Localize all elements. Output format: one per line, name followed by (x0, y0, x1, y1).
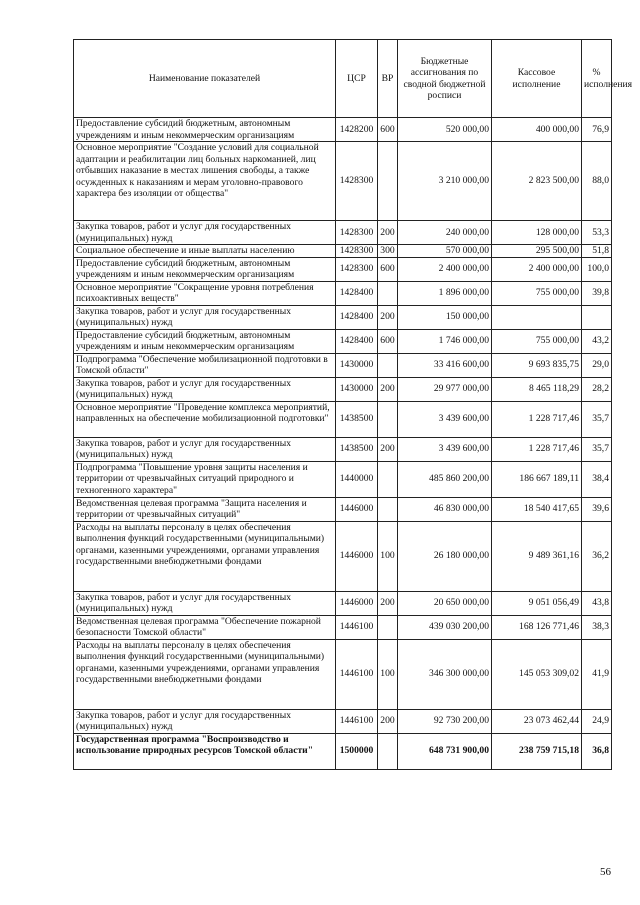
row-budget-allocation: 3 439 600,00 (398, 437, 492, 461)
row-cash-execution (492, 305, 582, 329)
row-indicator-name: Закупка товаров, работ и услуг для государственных (муниципальных) нужд (74, 377, 336, 401)
row-vr-code: 200 (378, 305, 398, 329)
row-vr-code: 300 (378, 245, 398, 258)
row-vr-code (378, 281, 398, 305)
row-execution-percent: 36,2 (582, 521, 612, 591)
row-csr-code: 1438500 (336, 401, 378, 437)
row-execution-percent: 39,6 (582, 497, 612, 521)
row-execution-percent: 35,7 (582, 437, 612, 461)
row-csr-code: 1446000 (336, 591, 378, 615)
row-budget-allocation: 240 000,00 (398, 221, 492, 245)
header-cash-execution: Кассовое исполнение (492, 40, 582, 118)
header-budget-allocations: Бюджетные ассигнования по сводной бюджетной росписи (398, 40, 492, 118)
row-indicator-name: Закупка товаров, работ и услуг для государственных (муниципальных) нужд (74, 221, 336, 245)
row-cash-execution: 1 228 717,46 (492, 437, 582, 461)
row-csr-code: 1430000 (336, 377, 378, 401)
row-execution-percent: 43,8 (582, 591, 612, 615)
table-row (74, 221, 612, 245)
row-budget-allocation: 346 300 000,00 (398, 639, 492, 709)
row-budget-allocation: 1 896 000,00 (398, 281, 492, 305)
row-indicator-name: Государственная программа "Воспроизводство и использование природных ресурсов Томской области" (74, 733, 336, 769)
row-vr-code: 600 (378, 118, 398, 142)
table-row (74, 591, 612, 615)
row-budget-allocation: 26 180 000,00 (398, 521, 492, 591)
row-cash-execution: 755 000,00 (492, 281, 582, 305)
row-execution-percent: 24,9 (582, 709, 612, 733)
row-csr-code: 1446100 (336, 709, 378, 733)
row-budget-allocation: 150 000,00 (398, 305, 492, 329)
row-execution-percent: 28,2 (582, 377, 612, 401)
row-execution-percent: 35,7 (582, 401, 612, 437)
row-vr-code (378, 733, 398, 769)
row-vr-code: 100 (378, 639, 398, 709)
row-vr-code: 100 (378, 521, 398, 591)
row-cash-execution: 18 540 417,65 (492, 497, 582, 521)
row-vr-code: 200 (378, 437, 398, 461)
row-indicator-name: Подпрограмма "Обеспечение мобилизационной подготовки в Томской области" (74, 353, 336, 377)
row-csr-code: 1428200 (336, 118, 378, 142)
row-vr-code: 200 (378, 709, 398, 733)
row-execution-percent: 76,9 (582, 118, 612, 142)
row-csr-code: 1446100 (336, 615, 378, 639)
row-execution-percent: 29,0 (582, 353, 612, 377)
row-budget-allocation: 2 400 000,00 (398, 257, 492, 281)
table-row (74, 329, 612, 353)
row-cash-execution: 186 667 189,11 (492, 461, 582, 497)
row-cash-execution: 400 000,00 (492, 118, 582, 142)
table-row (74, 521, 612, 591)
row-csr-code: 1446000 (336, 521, 378, 591)
row-indicator-name: Закупка товаров, работ и услуг для государственных (муниципальных) нужд (74, 305, 336, 329)
row-cash-execution: 1 228 717,46 (492, 401, 582, 437)
row-vr-code (378, 461, 398, 497)
row-csr-code: 1428300 (336, 142, 378, 221)
row-vr-code: 200 (378, 221, 398, 245)
row-csr-code: 1428400 (336, 305, 378, 329)
table-row (74, 461, 612, 497)
table-row (74, 733, 612, 769)
row-indicator-name: Закупка товаров, работ и услуг для государственных (муниципальных) нужд (74, 437, 336, 461)
row-csr-code: 1428300 (336, 221, 378, 245)
row-csr-code: 1430000 (336, 353, 378, 377)
row-vr-code: 200 (378, 377, 398, 401)
header-csr: ЦСР (336, 40, 378, 118)
row-budget-allocation: 3 439 600,00 (398, 401, 492, 437)
row-execution-percent: 43,2 (582, 329, 612, 353)
row-cash-execution: 2 823 500,00 (492, 142, 582, 221)
row-cash-execution: 295 500,00 (492, 245, 582, 258)
row-cash-execution: 238 759 715,18 (492, 733, 582, 769)
row-cash-execution: 755 000,00 (492, 329, 582, 353)
row-indicator-name: Ведомственная целевая программа "Защита населения и территории от чрезвычайных ситуаций" (74, 497, 336, 521)
table-row (74, 245, 612, 258)
table-row (74, 377, 612, 401)
row-vr-code (378, 401, 398, 437)
row-indicator-name: Расходы на выплаты персоналу в целях обеспечения выполнения функций государственными (муниципальными) органами, казенными учреждениями, органами управления государственными внебюджетными фондами (74, 639, 336, 709)
row-budget-allocation: 92 730 200,00 (398, 709, 492, 733)
row-cash-execution: 2 400 000,00 (492, 257, 582, 281)
header-percent-execution: % исполнения (582, 40, 612, 118)
row-budget-allocation: 20 650 000,00 (398, 591, 492, 615)
row-cash-execution: 168 126 771,46 (492, 615, 582, 639)
row-budget-allocation: 648 731 900,00 (398, 733, 492, 769)
row-cash-execution: 9 489 361,16 (492, 521, 582, 591)
row-vr-code (378, 142, 398, 221)
table-row (74, 615, 612, 639)
row-execution-percent: 38,3 (582, 615, 612, 639)
row-indicator-name: Социальное обеспечение и иные выплаты населению (74, 245, 336, 258)
table-row (74, 401, 612, 437)
row-indicator-name: Основное мероприятие "Создание условий для социальной адаптации и реабилитации лиц больных наркоманией, лиц отбывших наказание в местах лишения свободы, а также осужденных к наказаниям и мерам уголовно-правового характера без изоляции от общества" (74, 142, 336, 221)
row-indicator-name: Расходы на выплаты персоналу в целях обеспечения выполнения функций государственными (муниципальными) органами, казенными учреждениями, органами управления государственными внебюджетными фондами (74, 521, 336, 591)
row-execution-percent: 88,0 (582, 142, 612, 221)
budget-execution-table (73, 39, 633, 770)
row-indicator-name: Ведомственная целевая программа "Обеспечение пожарной безопасности Томской области" (74, 615, 336, 639)
row-vr-code: 600 (378, 329, 398, 353)
page-number: 56 (600, 866, 611, 878)
row-cash-execution: 145 053 309,02 (492, 639, 582, 709)
table-row (74, 497, 612, 521)
row-indicator-name: Предоставление субсидий бюджетным, автономным учреждениям и иным некоммерческим организациям (74, 257, 336, 281)
row-indicator-name: Подпрограмма "Повышение уровня защиты населения и территории от чрезвычайных ситуаций природного и техногенного характера" (74, 461, 336, 497)
row-budget-allocation: 520 000,00 (398, 118, 492, 142)
row-cash-execution: 128 000,00 (492, 221, 582, 245)
table-body (74, 118, 612, 770)
table-row (74, 142, 612, 221)
row-budget-allocation: 485 860 200,00 (398, 461, 492, 497)
row-execution-percent (582, 305, 612, 329)
row-indicator-name: Предоставление субсидий бюджетным, автономным учреждениям и иным некоммерческим организациям (74, 118, 336, 142)
row-budget-allocation: 46 830 000,00 (398, 497, 492, 521)
row-indicator-name: Предоставление субсидий бюджетным, автономным учреждениям и иным некоммерческим организациям (74, 329, 336, 353)
row-vr-code (378, 353, 398, 377)
row-cash-execution: 9 693 835,75 (492, 353, 582, 377)
row-csr-code: 1428300 (336, 257, 378, 281)
row-execution-percent: 41,9 (582, 639, 612, 709)
row-vr-code: 600 (378, 257, 398, 281)
row-csr-code: 1428400 (336, 329, 378, 353)
row-cash-execution: 23 073 462,44 (492, 709, 582, 733)
header-indicator-name: Наименование показателей (74, 40, 336, 118)
row-vr-code: 200 (378, 591, 398, 615)
row-csr-code: 1446000 (336, 497, 378, 521)
row-indicator-name: Закупка товаров, работ и услуг для государственных (муниципальных) нужд (74, 709, 336, 733)
table-row (74, 118, 612, 142)
table-row (74, 281, 612, 305)
table-header-row (74, 40, 612, 118)
table-row (74, 709, 612, 733)
table-row (74, 353, 612, 377)
row-budget-allocation: 29 977 000,00 (398, 377, 492, 401)
table-row (74, 257, 612, 281)
row-cash-execution: 9 051 056,49 (492, 591, 582, 615)
row-execution-percent: 38,4 (582, 461, 612, 497)
row-csr-code: 1500000 (336, 733, 378, 769)
table-row (74, 437, 612, 461)
row-execution-percent: 39,8 (582, 281, 612, 305)
row-execution-percent: 100,0 (582, 257, 612, 281)
row-vr-code (378, 497, 398, 521)
row-csr-code: 1440000 (336, 461, 378, 497)
header-vr: ВР (378, 40, 398, 118)
row-budget-allocation: 33 416 600,00 (398, 353, 492, 377)
row-indicator-name: Основное мероприятие "Сокращение уровня потребления психоактивных веществ" (74, 281, 336, 305)
row-csr-code: 1428300 (336, 245, 378, 258)
row-budget-allocation: 1 746 000,00 (398, 329, 492, 353)
row-execution-percent: 36,8 (582, 733, 612, 769)
row-budget-allocation: 3 210 000,00 (398, 142, 492, 221)
row-csr-code: 1438500 (336, 437, 378, 461)
row-vr-code (378, 615, 398, 639)
row-budget-allocation: 570 000,00 (398, 245, 492, 258)
row-execution-percent: 51,8 (582, 245, 612, 258)
row-csr-code: 1446100 (336, 639, 378, 709)
row-indicator-name: Закупка товаров, работ и услуг для государственных (муниципальных) нужд (74, 591, 336, 615)
row-budget-allocation: 439 030 200,00 (398, 615, 492, 639)
row-execution-percent: 53,3 (582, 221, 612, 245)
table-row (74, 639, 612, 709)
row-csr-code: 1428400 (336, 281, 378, 305)
table-row (74, 305, 612, 329)
row-indicator-name: Основное мероприятие "Проведение комплекса мероприятий, направленных на обеспечение мобилизационной подготовки" (74, 401, 336, 437)
row-cash-execution: 8 465 118,29 (492, 377, 582, 401)
